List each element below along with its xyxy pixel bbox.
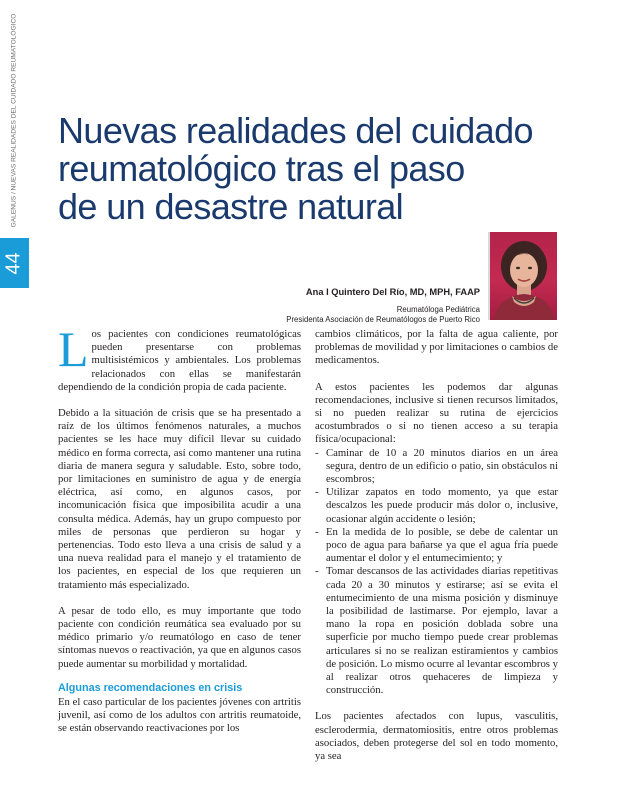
author-block: [286, 287, 480, 325]
bullet-marker: -: [315, 565, 319, 578]
paragraph: A estos pacientes les podemos dar algunas recomendaciones, inclusive si tienen recursos limitados, si no pueden realizar su rutina de ejercicios acostumbrados o si no tienen acceso a su terapia física/ocupacional:: [315, 380, 558, 446]
drop-cap: L: [58, 321, 89, 377]
paragraph: [58, 321, 301, 394]
author-role-1: Reumatóloga Pediátrica: [396, 305, 480, 314]
author-photo: [488, 232, 557, 320]
title-line-3: de un desastre natural: [58, 186, 404, 227]
author-name: Ana I Quintero Del Río, MD, MPH, FAAP: [305, 287, 480, 297]
article-title: [58, 112, 558, 226]
list-item: [315, 565, 558, 697]
title-line-1: Nuevas realidades del cuidado: [58, 110, 533, 151]
bullet-marker: -: [315, 446, 319, 459]
paragraph: cambios climáticos, por la falta de agua caliente, por problemas de movilidad y por limitaciones o cambios de medicamentos.: [315, 328, 558, 367]
list-item-text: Utilizar zapatos en todo momento, ya que estar descalzos les puede producir más dolor o, inclusive, ocasionar algún accidente o lesión;: [326, 486, 558, 525]
list-item: [315, 486, 558, 526]
list-item: [315, 447, 558, 487]
right-column: [315, 328, 558, 776]
paragraph-text: os pacientes con condiciones reumatológicas pueden presentarse con problemas multisistémicos y ambientales. Los problemas relacionados con ellas se manifestarán dependiendo de la condición propia de cada paciente.: [58, 328, 301, 393]
title-line-2: reumatológico tras el paso: [58, 148, 465, 189]
section-subheading: Algunas recomendaciones en crisis: [58, 681, 243, 694]
list-item-text: En la medida de lo posible, se debe de calentar un poco de agua para bañarse ya que el agua fría puede aumentar el dolor y el entumecimiento; y: [326, 525, 558, 565]
list-item: [315, 526, 558, 566]
running-header-text: GALENUS / NUEVAS REALIDADES DEL CUIDADO REUMATOLÓGICO: [10, 13, 18, 227]
author-role-2: Presidenta Asociación de Reumatólogos de Puerto Rico: [286, 315, 480, 324]
paragraph: Debido a la situación de crisis que se ha presentado a raíz de los últimos fenómenos naturales, a muchos pacientes se les hace muy difícil llevar su cuidado médico en forma correcta, así como mantener una rutina diaria de manera segura y saludable. Esto, sobre todo, por limitaciones en suministro de agua y de energía eléctrica, así como, en algunos casos, por incomunicación física que imposibilita acudir a una consulta médica. Además, hay un grupo compuesto por miles de personas que perdieron su hogar y pertenencias. Todo esto lleva a una crisis de salud y a una nueva realidad para el manejo y el tratamiento de los pacientes, en especial de los que requieren un tratamiento más especializado.: [58, 407, 301, 591]
author-portrait-illustration: [490, 232, 557, 320]
bullet-marker: -: [315, 486, 319, 499]
list-item-text: Tomar descansos de las actividades diarias repetitivas cada 20 a 30 minutos y estirarse; así se evita el entumecimiento de una misma posición y disminuye la posibilidad de lastimarse. Por ejemplo, lavar a mano la ropa en posición doblada sobre una superficie por mucho tiempo puede crear problemas articulares si no se realizan estiramientos y cambios de posición. Lo mismo ocurre al levantar escombros y al realizar otros quehaceres de limpieza y construcción.: [326, 565, 558, 697]
paragraph: En el caso particular de los pacientes jóvenes con artritis juvenil, así como de los adultos con artritis reumatoide, se están observando reactivaciones por los: [58, 696, 301, 735]
paragraph: A pesar de todo ello, es muy importante que todo paciente con condición reumática sea evaluado por su médico primario y/o reumatólogo en caso de tener síntomas nuevos o reactivación, ya que en algunos casos puede aumentar su morbilidad y mortalidad.: [58, 604, 301, 670]
running-header: [7, 6, 21, 234]
left-column: [58, 321, 301, 749]
list-item-text: Caminar de 10 a 20 minutos diarios en un área segura, dentro de un edificio o patio, sin obstáculos ni escombros;: [326, 446, 558, 486]
recommendation-list: [315, 447, 558, 698]
page-number-tab: [0, 238, 29, 288]
bullet-marker: -: [315, 525, 319, 538]
paragraph: Los pacientes afectados con lupus, vasculitis, esclerodermia, dermatomiositis, entre otros problemas asociados, deben protegerse del sol en todo momento, ya sea: [315, 710, 558, 763]
page-number: 44: [3, 251, 25, 275]
